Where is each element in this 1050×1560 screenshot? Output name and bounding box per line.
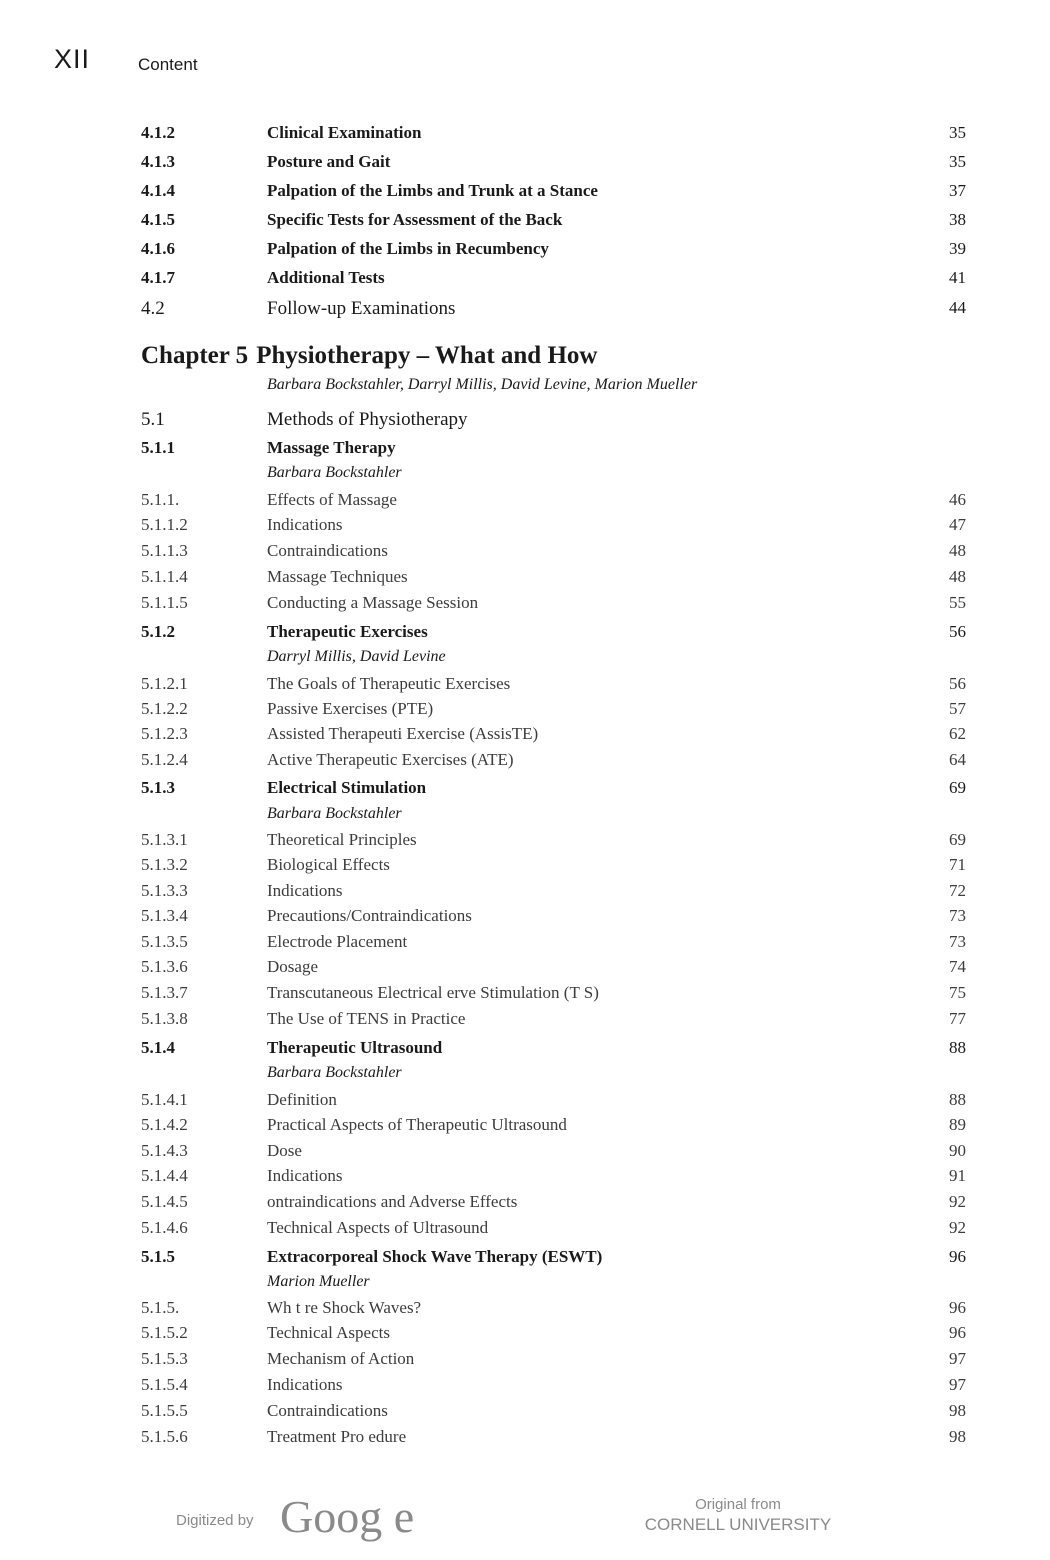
toc-entry[interactable] xyxy=(0,881,1050,907)
entry-page: 98 xyxy=(949,1427,966,1446)
entry-title: ontraindications and Adverse Effects xyxy=(267,1192,518,1211)
entry-title: Technical Aspects xyxy=(267,1323,390,1342)
entry-title: Methods of Physiotherapy xyxy=(267,409,468,430)
entry-page: 35 xyxy=(949,123,966,142)
entry-number: 5.1.5.3 xyxy=(141,1349,188,1368)
running-head: Content xyxy=(138,55,198,74)
entry-page: 92 xyxy=(949,1192,966,1211)
entry-page: 35 xyxy=(949,152,966,171)
entry-number: 5.1.5. xyxy=(141,1298,180,1317)
toc-entry[interactable] xyxy=(0,1247,1050,1273)
entry-page: 62 xyxy=(949,724,966,743)
entry-number: 5.1.4 xyxy=(141,1038,175,1057)
toc-entry[interactable] xyxy=(0,724,1050,750)
entry-number: 5.1.1.2 xyxy=(141,515,188,534)
chapter-authors: Barbara Bockstahler, Darryl Millis, David Levine, Marion Mueller xyxy=(267,376,698,393)
page-number: XII xyxy=(54,44,91,74)
entry-page: 56 xyxy=(949,622,966,641)
entry-number: 5.1.4.5 xyxy=(141,1192,188,1211)
chapter-label: Chapter 5 xyxy=(141,342,249,369)
entry-title: Precautions/Contraindications xyxy=(267,906,472,925)
entry-title: Dosage xyxy=(267,957,318,976)
entry-title: Palpation of the Limbs in Recumbency xyxy=(267,239,549,258)
entry-page: 38 xyxy=(949,210,966,229)
toc-entry[interactable] xyxy=(0,152,1050,178)
entry-page: 47 xyxy=(949,515,966,534)
digitized-by-text: Digitized by xyxy=(176,1512,254,1529)
institution-name: CORNELL UNIVERSITY xyxy=(644,1515,832,1534)
entry-page: 75 xyxy=(949,983,966,1002)
entry-title: Extracorporeal Shock Wave Therapy (ESWT) xyxy=(267,1247,603,1266)
entry-page: 37 xyxy=(949,181,966,200)
toc-entry[interactable] xyxy=(0,699,1050,725)
toc-entry[interactable] xyxy=(0,541,1050,567)
entry-number: 5.1.4.1 xyxy=(141,1090,188,1109)
toc-entry[interactable] xyxy=(0,830,1050,856)
entry-page: 57 xyxy=(949,699,966,718)
entry-page: 48 xyxy=(949,541,966,560)
toc-entry[interactable] xyxy=(0,123,1050,149)
entry-page: 39 xyxy=(949,239,966,258)
entry-title: Theoretical Principles xyxy=(267,830,417,849)
entry-page: 69 xyxy=(949,778,966,797)
toc-entry[interactable] xyxy=(0,1401,1050,1427)
entry-title: Indications xyxy=(267,515,343,534)
toc-entry[interactable] xyxy=(0,210,1050,236)
entry-number: 5.1.4.2 xyxy=(141,1115,188,1134)
entry-title: Technical Aspects of Ultrasound xyxy=(267,1218,489,1237)
entry-title: Assisted Therapeuti Exercise (AssisTE) xyxy=(267,724,539,743)
entry-number: 5.1 xyxy=(141,409,165,430)
entry-number: 5.1.4.4 xyxy=(141,1166,188,1185)
entry-number: 5.1.3.1 xyxy=(141,830,188,849)
entry-title: Follow-up Examinations xyxy=(267,298,456,319)
entry-number: 5.1.1 xyxy=(141,438,175,457)
toc-entry[interactable] xyxy=(0,490,1050,516)
entry-number: 5.1.3.5 xyxy=(141,932,188,951)
entry-title: Wh t re Shock Waves? xyxy=(267,1298,422,1317)
entry-page: 91 xyxy=(949,1166,966,1185)
entry-page: 97 xyxy=(949,1349,966,1368)
toc-entry[interactable] xyxy=(0,409,1050,435)
entry-number: 4.1.4 xyxy=(141,181,175,200)
toc-entry[interactable] xyxy=(0,1375,1050,1401)
entry-number: 5.1.3 xyxy=(141,778,175,797)
toc-entry[interactable] xyxy=(0,239,1050,265)
entry-title: The Use of TENS in Practice xyxy=(267,1009,466,1028)
chapter-title: Physiotherapy – What and How xyxy=(256,342,598,369)
entry-number: 4.1.7 xyxy=(141,268,175,287)
entry-number: 5.1.4.6 xyxy=(141,1218,188,1237)
toc-entry[interactable] xyxy=(0,593,1050,619)
entry-title: Electrode Placement xyxy=(267,932,408,951)
entry-number: 5.1.5.6 xyxy=(141,1427,188,1446)
entry-title: Mechanism of Action xyxy=(267,1349,415,1368)
entry-page: 41 xyxy=(949,268,966,287)
entry-number: 5.1.3.3 xyxy=(141,881,188,900)
toc-entry[interactable] xyxy=(0,438,1050,464)
entry-title: Transcutaneous Electrical erve Stimulation (T S) xyxy=(267,983,599,1002)
entry-title: Biological Effects xyxy=(267,855,390,874)
entry-page: 89 xyxy=(949,1115,966,1134)
toc-entry[interactable] xyxy=(0,906,1050,932)
entry-number: 5.1.4.3 xyxy=(141,1141,188,1160)
toc-entry[interactable] xyxy=(0,1349,1050,1375)
entry-number: 5.1.5.4 xyxy=(141,1375,188,1394)
entry-title: Therapeutic Exercises xyxy=(267,622,428,641)
entry-page: 88 xyxy=(949,1090,966,1109)
toc-entry[interactable] xyxy=(0,1090,1050,1116)
toc-entry[interactable] xyxy=(0,1166,1050,1192)
entry-number: 4.1.3 xyxy=(141,152,175,171)
entry-title: Passive Exercises (PTE) xyxy=(267,699,434,718)
entry-title: Therapeutic Ultrasound xyxy=(267,1038,443,1057)
entry-page: 96 xyxy=(949,1298,966,1317)
toc-entry[interactable] xyxy=(0,1427,1050,1453)
entry-page: 46 xyxy=(949,490,966,509)
entry-title: Treatment Pro edure xyxy=(267,1427,407,1446)
entry-page: 97 xyxy=(949,1375,966,1394)
toc-entry[interactable] xyxy=(0,957,1050,983)
entry-page: 74 xyxy=(949,957,966,976)
chapter-heading xyxy=(141,342,597,370)
entry-number: 5.1.3.8 xyxy=(141,1009,188,1028)
original-from-text: Original from xyxy=(695,1496,781,1513)
entry-page: 77 xyxy=(949,1009,966,1028)
toc-entry[interactable] xyxy=(0,674,1050,700)
entry-number: 4.1.2 xyxy=(141,123,175,142)
section-author: Darryl Millis, David Levine xyxy=(267,648,446,665)
entry-number: 5.1.5.5 xyxy=(141,1401,188,1420)
section-author: Barbara Bockstahler xyxy=(267,464,402,481)
toc-entry[interactable] xyxy=(0,181,1050,207)
entry-number: 5.1.5.2 xyxy=(141,1323,188,1342)
entry-page: 72 xyxy=(949,881,966,900)
entry-number: 5.1.2.3 xyxy=(141,724,188,743)
entry-number: 4.1.6 xyxy=(141,239,175,258)
entry-number: 5.1.3.6 xyxy=(141,957,188,976)
entry-number: 4.2 xyxy=(141,298,165,319)
toc-entry[interactable] xyxy=(0,932,1050,958)
entry-title: Dose xyxy=(267,1141,302,1160)
entry-number: 5.1.1.4 xyxy=(141,567,188,586)
entry-title: Electrical Stimulation xyxy=(267,778,427,797)
entry-title: Active Therapeutic Exercises (ATE) xyxy=(267,750,514,769)
entry-page: 96 xyxy=(949,1247,966,1266)
entry-title: Conducting a Massage Session xyxy=(267,593,479,612)
entry-title: Massage Therapy xyxy=(267,438,396,457)
toc-entry[interactable] xyxy=(0,1141,1050,1167)
entry-page: 48 xyxy=(949,567,966,586)
toc-entry[interactable] xyxy=(0,1192,1050,1218)
entry-number: 5.1.2 xyxy=(141,622,175,641)
toc-entry[interactable] xyxy=(0,983,1050,1009)
toc-entry[interactable] xyxy=(0,1009,1050,1035)
entry-page: 96 xyxy=(949,1323,966,1342)
toc-entry[interactable] xyxy=(0,622,1050,648)
entry-page: 69 xyxy=(949,830,966,849)
entry-title: Indications xyxy=(267,881,343,900)
entry-number: 5.1.5 xyxy=(141,1247,175,1266)
entry-title: Clinical Examination xyxy=(267,123,422,142)
entry-number: 5.1.2.2 xyxy=(141,699,188,718)
entry-page: 55 xyxy=(949,593,966,612)
toc-entry[interactable] xyxy=(0,855,1050,881)
toc-entry[interactable] xyxy=(0,268,1050,294)
entry-number: 5.1.3.2 xyxy=(141,855,188,874)
entry-title: Contraindications xyxy=(267,541,388,560)
toc-entry[interactable] xyxy=(0,1115,1050,1141)
entry-title: Posture and Gait xyxy=(267,152,391,171)
entry-page: 56 xyxy=(949,674,966,693)
entry-title: Practical Aspects of Therapeutic Ultrasound xyxy=(267,1115,567,1134)
toc-entry[interactable] xyxy=(0,778,1050,804)
entry-number: 5.1.1.5 xyxy=(141,593,188,612)
toc-entry[interactable] xyxy=(0,1038,1050,1064)
original-from-watermark xyxy=(628,1496,848,1535)
entry-number: 5.1.1. xyxy=(141,490,180,509)
entry-page: 71 xyxy=(949,855,966,874)
entry-title: Palpation of the Limbs and Trunk at a Stance xyxy=(267,181,598,200)
entry-title: Indications xyxy=(267,1166,343,1185)
entry-title: Definition xyxy=(267,1090,337,1109)
entry-number: 5.1.1.3 xyxy=(141,541,188,560)
entry-number: 5.1.3.4 xyxy=(141,906,188,925)
entry-title: Specific Tests for Assessment of the Back xyxy=(267,210,563,229)
entry-page: 90 xyxy=(949,1141,966,1160)
entry-page: 73 xyxy=(949,932,966,951)
entry-title: Indications xyxy=(267,1375,343,1394)
entry-title: Effects of Massage xyxy=(267,490,397,509)
toc-entry[interactable] xyxy=(0,567,1050,593)
entry-number: 5.1.2.4 xyxy=(141,750,188,769)
entry-page: 98 xyxy=(949,1401,966,1420)
entry-page: 64 xyxy=(949,750,966,769)
entry-number: 5.1.3.7 xyxy=(141,983,188,1002)
entry-number: 5.1.2.1 xyxy=(141,674,188,693)
entry-title: Massage Techniques xyxy=(267,567,408,586)
entry-page: 88 xyxy=(949,1038,966,1057)
toc-entry[interactable] xyxy=(0,515,1050,541)
entry-number: 4.1.5 xyxy=(141,210,175,229)
entry-title: Contraindications xyxy=(267,1401,388,1420)
toc-entry[interactable] xyxy=(0,1298,1050,1324)
entry-title: Additional Tests xyxy=(267,268,385,287)
entry-title: The Goals of Therapeutic Exercises xyxy=(267,674,511,693)
entry-page: 73 xyxy=(949,906,966,925)
section-author: Barbara Bockstahler xyxy=(267,1064,402,1081)
toc-entry[interactable] xyxy=(0,298,1050,324)
section-author: Marion Mueller xyxy=(267,1273,370,1290)
google-logo: Goog e xyxy=(280,1491,415,1542)
section-author: Barbara Bockstahler xyxy=(267,805,402,822)
toc-entry[interactable] xyxy=(0,1218,1050,1244)
toc-entry[interactable] xyxy=(0,1323,1050,1349)
entry-page: 44 xyxy=(949,298,966,317)
entry-page: 92 xyxy=(949,1218,966,1237)
toc-entry[interactable] xyxy=(0,750,1050,776)
